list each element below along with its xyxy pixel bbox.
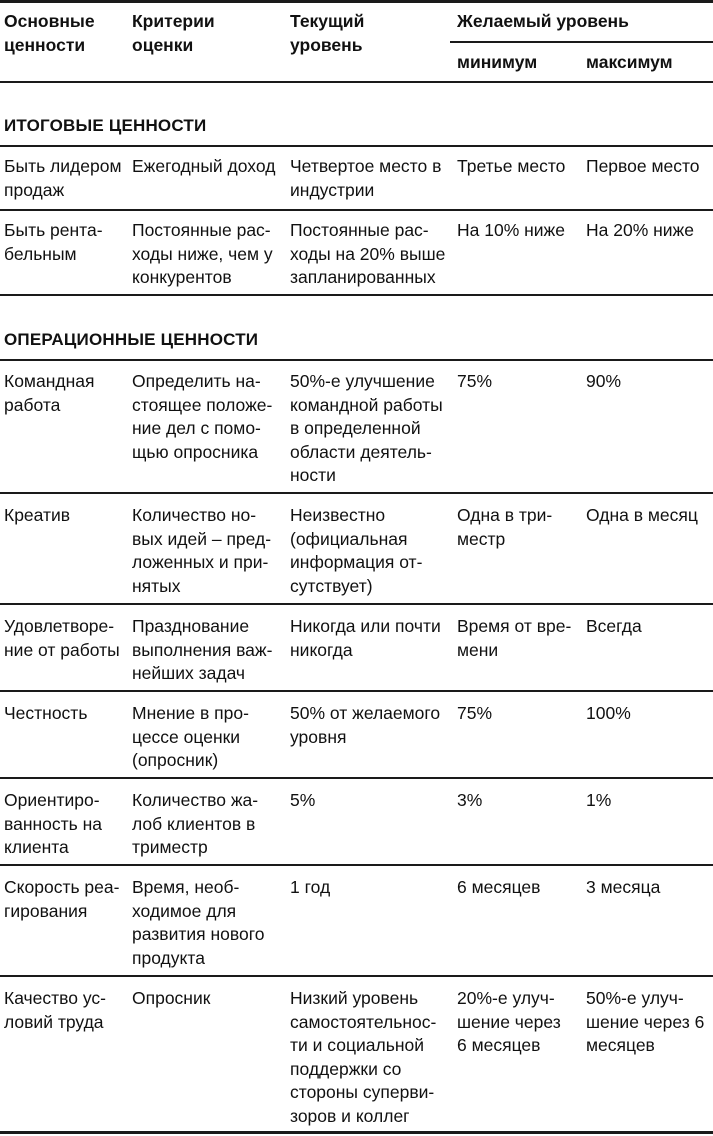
row-rule: [0, 864, 713, 866]
cell-min: 6 месяцев: [457, 877, 541, 897]
cell-value: Скорость реа- гирования: [4, 877, 120, 921]
cell-min: 3%: [457, 790, 483, 810]
cell-current: Постоянные рас- ходы на 20% выше запланированных: [290, 220, 446, 287]
cell-criteria: Количество но- вых идей – пред- ложенных и при- нятых: [132, 505, 272, 596]
cell-value: Честность: [4, 703, 88, 723]
cell-value: Креатив: [4, 505, 71, 525]
header-criteria: Критерии оценки: [132, 11, 215, 55]
cell-criteria: Мнение в про- цессе оценки (опросник): [132, 703, 249, 770]
cell-min: Время от вре- мени: [457, 616, 572, 660]
cell-max: 3 месяца: [586, 877, 661, 897]
cell-current: 1 год: [290, 877, 331, 897]
header-current-level: Текущий уровень: [290, 11, 365, 55]
section-rule: [0, 145, 713, 147]
cell-value: Удовлетворе- ние от работы: [4, 616, 120, 660]
cell-criteria: Постоянные рас- ходы ниже, чем у конкурентов: [132, 220, 273, 287]
cell-criteria: Определить на- стоящее положе- ние дел с помо- щью опросника: [132, 371, 273, 462]
cell-current: Низкий уровень самостоятельнос- ти и социальной поддержки со стороны суперви- зоров и коллег: [290, 988, 437, 1126]
cell-current: Никогда или почти никогда: [290, 616, 441, 660]
cell-value: Быть лидером продаж: [4, 156, 122, 200]
cell-max: На 20% ниже: [586, 220, 694, 240]
cell-criteria: Количество жа- лоб клиентов в триместр: [132, 790, 259, 857]
cell-current: 50% от желаемого уровня: [290, 703, 441, 747]
cell-max: 1%: [586, 790, 612, 810]
section-rule: [0, 359, 713, 361]
cell-current: Неизвестно (официальная информация от- сутствует): [290, 505, 423, 596]
row-rule: [0, 209, 713, 211]
cell-min: Одна в три- местр: [457, 505, 553, 549]
row-rule: [0, 603, 713, 605]
header-min: минимум: [457, 52, 538, 72]
section-operational-values: ОПЕРАЦИОННЫЕ ЦЕННОСТИ: [4, 330, 259, 349]
cell-max: Всегда: [586, 616, 642, 636]
row-rule: [0, 777, 713, 779]
cell-criteria: Опросник: [132, 988, 211, 1008]
cell-value: Ориентиро- ванность на клиента: [4, 790, 103, 857]
header-desired-level: Желаемый уровень: [457, 11, 629, 31]
row-rule: [0, 492, 713, 494]
cell-min: Третье место: [457, 156, 566, 176]
table-bottom-rule: [0, 1131, 713, 1134]
cell-min: 20%-е улуч- шение через 6 месяцев: [457, 988, 561, 1055]
cell-value: Качество ус- ловий труда: [4, 988, 106, 1032]
row-rule: [0, 690, 713, 692]
cell-max: Одна в месяц: [586, 505, 698, 525]
cell-min: На 10% ниже: [457, 220, 565, 240]
cell-criteria: Празднование выполнения важ- нейших задач: [132, 616, 273, 683]
cell-max: 90%: [586, 371, 622, 391]
cell-max: 100%: [586, 703, 631, 723]
header-bottom-rule: [0, 81, 713, 83]
cell-current: 5%: [290, 790, 316, 810]
cell-min: 75%: [457, 371, 493, 391]
cell-max: 50%-е улуч- шение через 6 месяцев: [586, 988, 705, 1055]
header-core-values: Основные ценности: [4, 11, 95, 55]
row-rule: [0, 975, 713, 977]
cell-min: 75%: [457, 703, 493, 723]
cell-max: Первое место: [586, 156, 700, 176]
cell-current: 50%-е улучшение командной работы в определенной области деятель- ности: [290, 371, 443, 485]
header-max: максимум: [586, 52, 673, 72]
table-top-rule: [0, 0, 713, 3]
cell-criteria: Время, необ- ходимое для развития нового продукта: [132, 877, 265, 968]
row-rule: [0, 294, 713, 296]
cell-criteria: Ежегодный доход: [132, 156, 276, 176]
cell-value: Командная работа: [4, 371, 95, 415]
section-final-values: ИТОГОВЫЕ ЦЕННОСТИ: [4, 116, 207, 135]
cell-value: Быть рента- бельным: [4, 220, 103, 264]
header-sub-rule: [450, 41, 713, 43]
cell-current: Четвертое место в индустрии: [290, 156, 442, 200]
